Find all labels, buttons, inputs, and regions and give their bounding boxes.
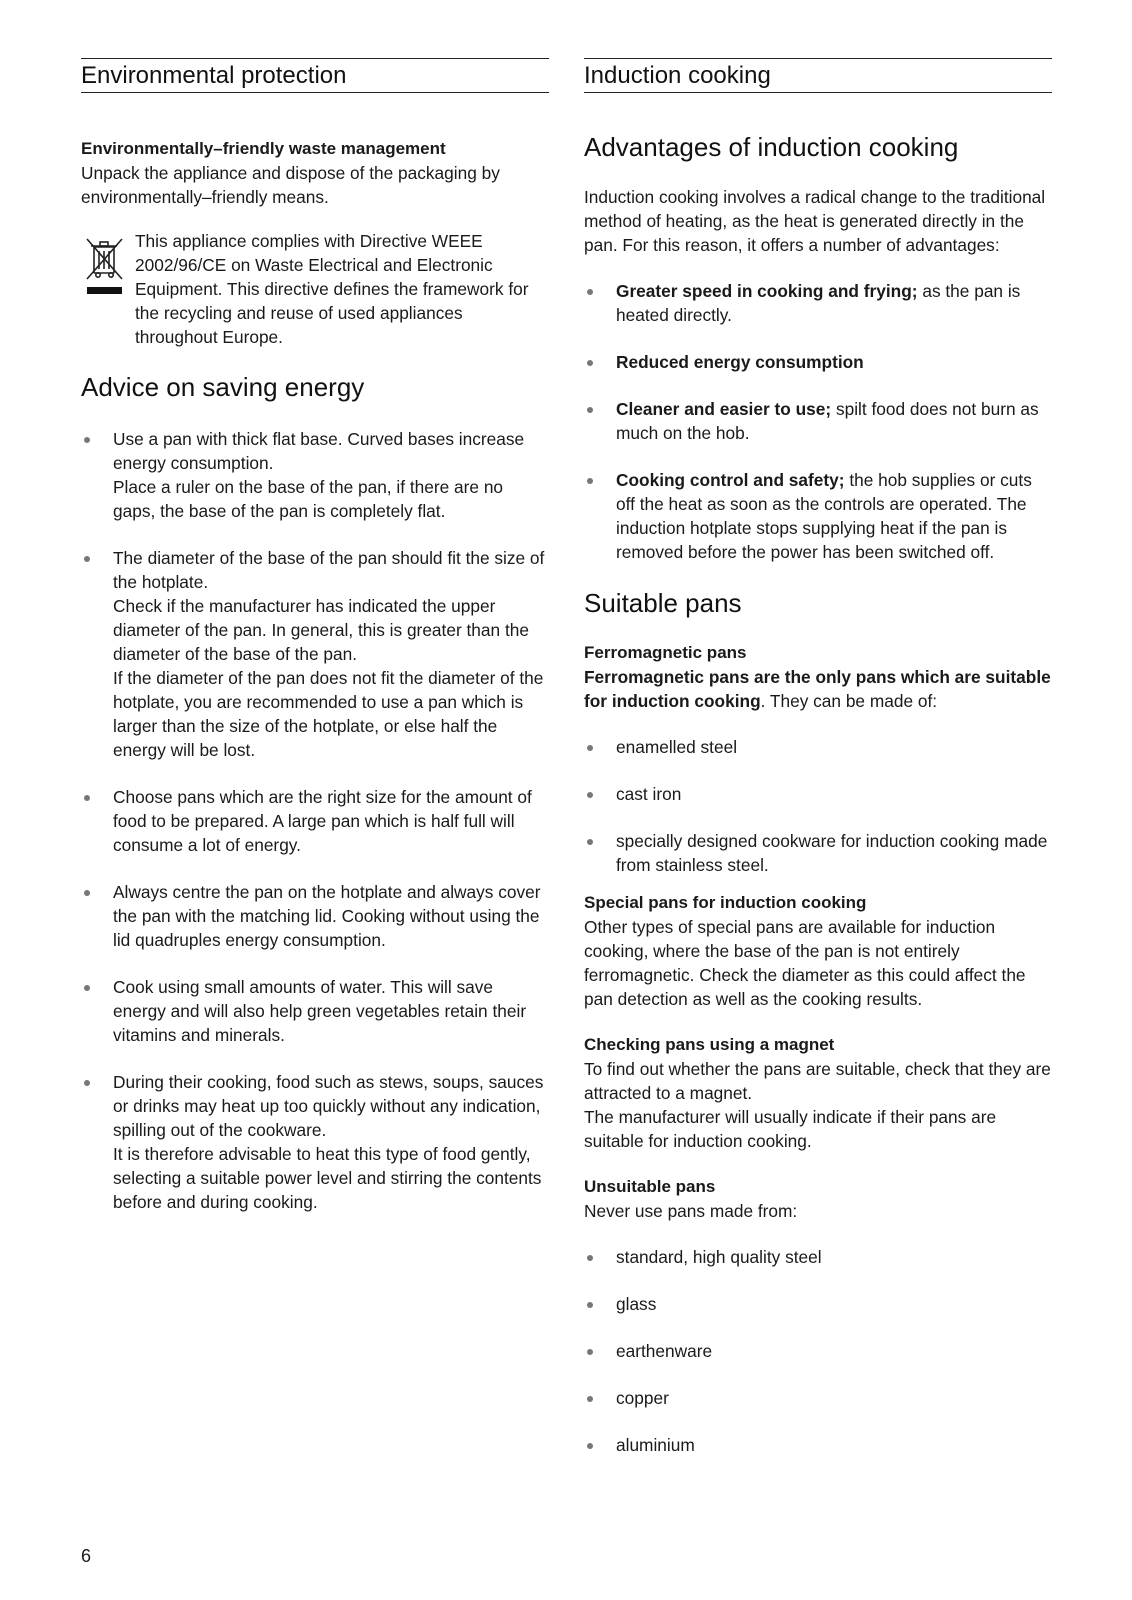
- list-item: [584, 279, 1052, 327]
- item-text: as the pan is heated directly.: [616, 281, 1021, 325]
- list-item: cast iron: [584, 782, 1052, 806]
- right-column: [584, 58, 1052, 1480]
- waste-heading: Environmentally–friendly waste management: [81, 139, 446, 158]
- unsuitable-intro: Never use pans made from:: [584, 1201, 798, 1221]
- ferro-bold: Ferromagnetic pans are the only pans which are suitable for induction cooking: [584, 667, 1051, 711]
- crossed-out-bin-icon: [85, 233, 125, 297]
- magnet-heading: Checking pans using a magnet: [584, 1035, 835, 1054]
- list-item: [81, 1070, 549, 1214]
- list-item: enamelled steel: [584, 735, 1052, 759]
- list-item: [81, 427, 549, 523]
- left-column: [81, 58, 549, 1237]
- ferro-list: [584, 735, 1052, 877]
- weee-notice: [81, 229, 549, 349]
- item-bold: Reduced energy consumption: [616, 352, 864, 372]
- unsuitable-heading: Unsuitable pans: [584, 1177, 716, 1196]
- weee-text: This appliance complies with Directive WEEE 2002/96/CE on Waste Electrical and Electronic Equipment. This directive defines the framework for the recycling and reuse of used appliances throughout Europe.: [135, 231, 529, 347]
- item-text: Always centre the pan on the hotplate and always cover the pan with the matching lid. Cooking without using the lid quadruples energy consumption.: [113, 882, 541, 950]
- list-item: specially designed cookware for induction cooking made from stainless steel.: [584, 829, 1052, 877]
- list-item: [584, 468, 1052, 564]
- list-item: [584, 350, 1052, 374]
- advantages-title: Advantages of induction cooking: [584, 132, 959, 162]
- list-item: glass: [584, 1292, 1052, 1316]
- list-item: standard, high quality steel: [584, 1245, 1052, 1269]
- list-item: earthenware: [584, 1339, 1052, 1363]
- item-text: If the diameter of the pan does not fit the diameter of the hotplate, you are recommended to use a pan which is larger than the size of the hotplate, or else half the energy will be lost.: [113, 668, 544, 760]
- advantages-list: [584, 279, 1052, 564]
- item-text: Use a pan with thick flat base. Curved bases increase energy consumption.: [113, 429, 525, 473]
- advantages-intro: Induction cooking involves a radical change to the traditional method of heating, as the heat is generated directly in the pan. For this reason, it offers a number of advantages:: [584, 187, 1046, 255]
- magnet-text-2: The manufacturer will usually indicate if their pans are suitable for induction cooking.: [584, 1107, 997, 1151]
- list-item: [584, 397, 1052, 445]
- suitable-pans-title: Suitable pans: [584, 588, 742, 618]
- unsuitable-list: [584, 1245, 1052, 1457]
- item-text: Cook using small amounts of water. This will save energy and will also help green vegetables retain their vitamins and minerals.: [113, 977, 527, 1045]
- ferro-rest: . They can be made of:: [760, 691, 938, 711]
- item-bold: Cooking control and safety;: [616, 470, 845, 490]
- ferro-heading: Ferromagnetic pans: [584, 643, 747, 662]
- item-bold: Greater speed in cooking and frying;: [616, 281, 918, 301]
- ferro-text: [584, 665, 1052, 713]
- item-text: spilt food does not burn as much on the hob.: [616, 399, 1039, 443]
- waste-text: Unpack the appliance and dispose of the packaging by environmentally–friendly means.: [81, 163, 500, 207]
- section-title-environmental: Environmental protection: [81, 58, 549, 93]
- special-heading: Special pans for induction cooking: [584, 893, 867, 912]
- item-text: Check if the manufacturer has indicated the upper diameter of the pan. In general, this is greater than the diameter of the base of the pan.: [113, 596, 529, 664]
- special-text: Other types of special pans are available for induction cooking, where the base of the pan is not entirely ferromagnetic. Check the diameter as this could affect the pan detection as well as the cooking results.: [584, 917, 1026, 1009]
- list-item: [81, 880, 549, 952]
- list-item: [81, 546, 549, 762]
- energy-list: [81, 427, 549, 1214]
- page-number: 6: [81, 1546, 92, 1566]
- item-text: the hob supplies or cuts off the heat as soon as the controls are operated. The induction hotplate stops supplying heat if the pan is removed before the power has been switched off.: [616, 470, 1032, 562]
- magnet-text-1: To find out whether the pans are suitable, check that they are attracted to a magnet.: [584, 1059, 1051, 1103]
- list-item: [81, 975, 549, 1047]
- item-text: It is therefore advisable to heat this type of food gently, selecting a suitable power level and stirring the contents before and during cooking.: [113, 1144, 542, 1212]
- energy-title: Advice on saving energy: [81, 372, 365, 402]
- list-item: [81, 785, 549, 857]
- list-item: aluminium: [584, 1433, 1052, 1457]
- item-text: The diameter of the base of the pan should fit the size of the hotplate.: [113, 548, 545, 592]
- item-text: Choose pans which are the right size for the amount of food to be prepared. A large pan which is half full will consume a lot of energy.: [113, 787, 532, 855]
- item-text: During their cooking, food such as stews, soups, sauces or drinks may heat up too quickly without any indication, spilling out of the cookware.: [113, 1072, 544, 1140]
- list-item: copper: [584, 1386, 1052, 1410]
- item-text: Place a ruler on the base of the pan, if there are no gaps, the base of the pan is completely flat.: [113, 477, 504, 521]
- item-bold: Cleaner and easier to use;: [616, 399, 832, 419]
- section-title-induction: Induction cooking: [584, 58, 1052, 93]
